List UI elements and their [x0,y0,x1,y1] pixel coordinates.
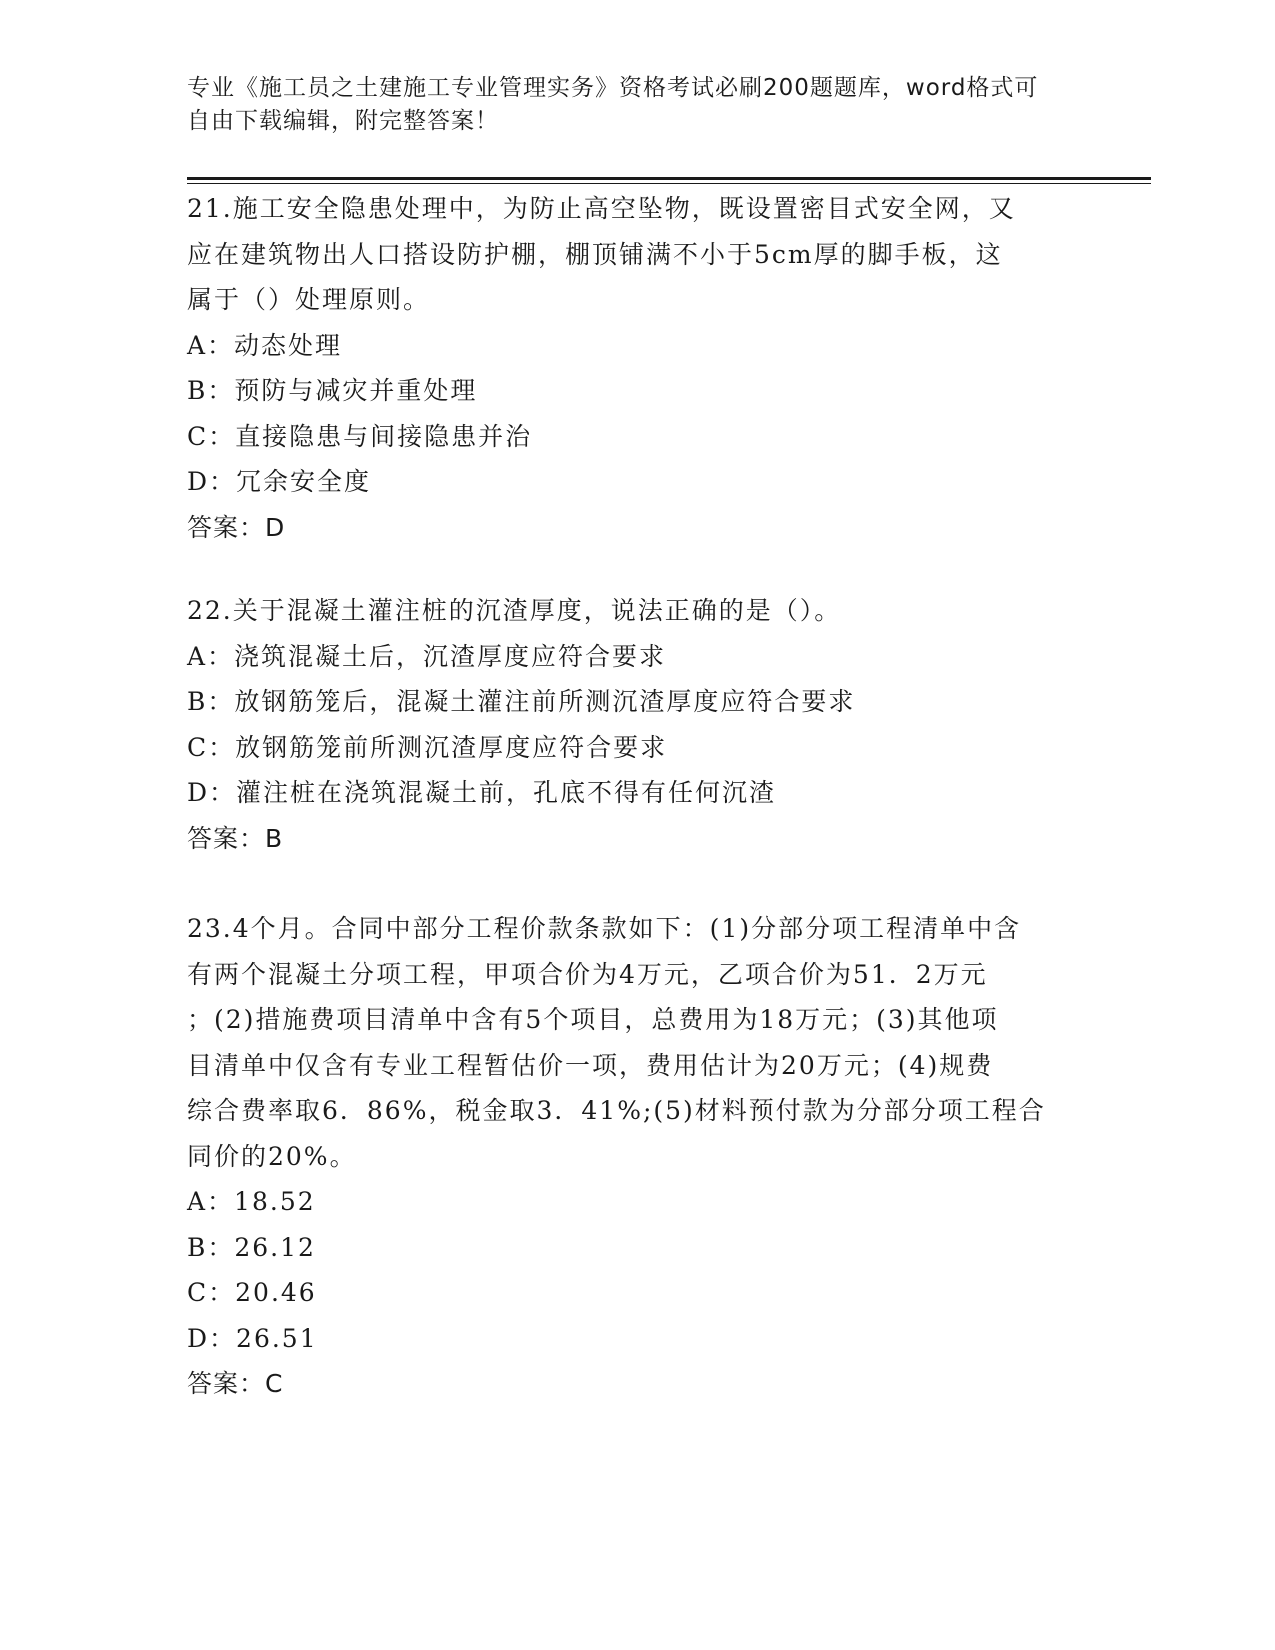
question-stem-line: 目清单中仅含有专业工程暂估价一项，费用估计为20万元；(4)规费 [187,1050,994,1080]
question-stem-line: 应在建筑物出人口搭设防护棚，棚顶铺满不小于5cm厚的脚手板，这 [187,239,1003,269]
option-d: D：灌注桩在浇筑混凝土前，孔底不得有任何沉渣 [187,778,777,807]
option-b: B：26.12 [187,1232,316,1262]
option-c: C：20.46 [187,1278,317,1307]
answer-line: 答案：B [187,823,284,853]
answer-line: 答案：D [187,512,286,542]
header-line-1: 专业《施工员之土建施工专业管理实务》资格考试必刷200题题库，word格式可 [187,75,1039,101]
option-a: A：动态处理 [187,330,343,360]
option-b: B：放钢筋笼后，混凝土灌注前所测沉渣厚度应符合要求 [187,687,856,716]
question-21 [187,186,1087,550]
question-stem-line: ；(2)措施费项目清单中含有5个项目，总费用为18万元；(3)其他项 [187,1005,999,1034]
option-d: D：26.51 [187,1323,318,1353]
question-stem-line: 21.施工安全隐患处理中，为防止高空坠物，既设置密目式安全网，又 [187,194,1016,223]
header-divider-thick [187,177,1151,180]
question-stem-line: 22.关于混凝土灌注桩的沉渣厚度，说法正确的是（）。 [187,596,842,625]
question-stem-line: 有两个混凝土分项工程，甲项合价为4万元，乙项合价为51．2万元 [187,959,988,989]
question-stem-line: 属于（）处理原则。 [187,285,431,314]
document-header [187,72,1067,138]
answer-line: 答案：C [187,1369,284,1398]
header-line-2: 自由下载编辑，附完整答案！ [187,108,499,134]
question-22 [187,588,1087,861]
option-c: C：放钢筋笼前所测沉渣厚度应符合要求 [187,732,668,762]
option-c: C：直接隐患与间接隐患并治 [187,421,533,451]
option-d: D：冗余安全度 [187,467,372,496]
option-b: B：预防与减灾并重处理 [187,376,478,405]
question-stem-line: 23.4个月。合同中部分工程价款条款如下：(1)分部分项工程清单中含 [187,914,1022,943]
option-a: A：18.52 [187,1187,316,1216]
question-23 [187,906,1087,1407]
header-divider-thin [187,183,1151,184]
question-stem-line: 综合费率取6．86%，税金取3．41%;(5)材料预付款为分部分项工程合 [187,1096,1046,1125]
question-stem-line: 同价的20%。 [187,1141,357,1171]
option-a: A：浇筑混凝土后，沉渣厚度应符合要求 [187,641,667,671]
